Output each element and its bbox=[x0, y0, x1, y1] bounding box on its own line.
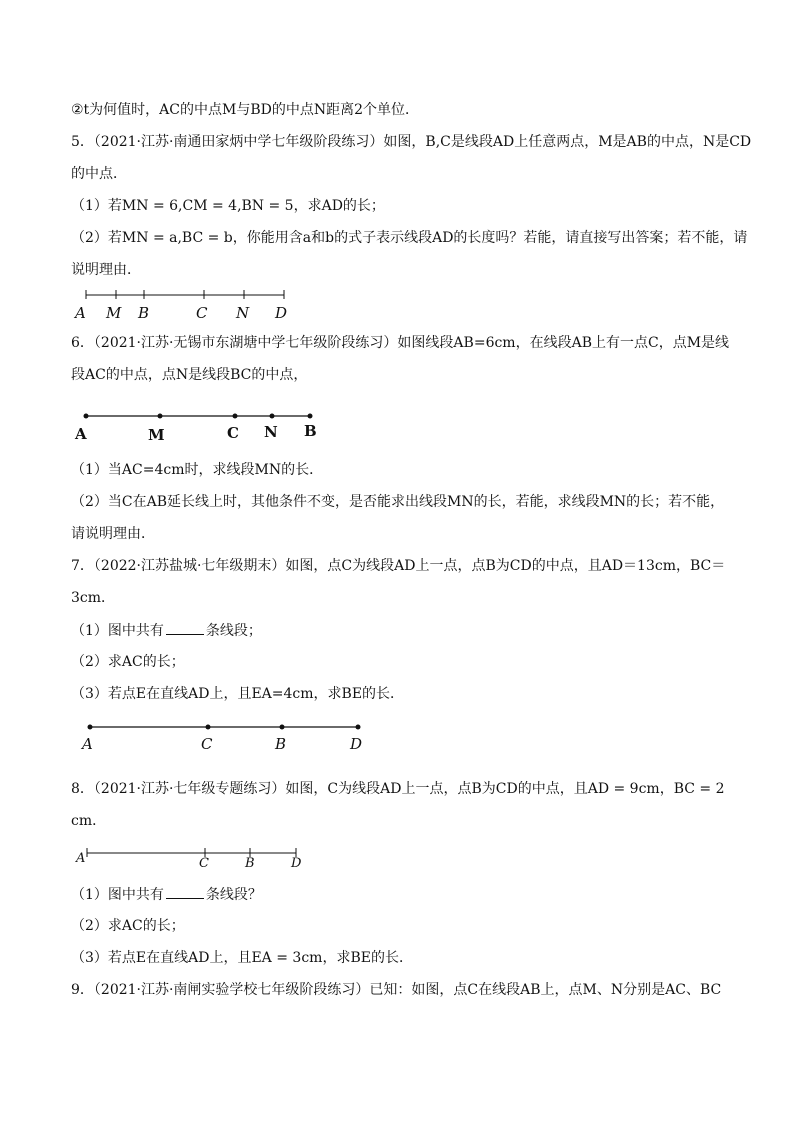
fig7-label-d: D bbox=[350, 735, 363, 753]
problem-9-heading: 9．（2021·江苏·南闸实验学校七年级阶段练习）已知：如图，点C在线段AB上，点M、N分别是AC、BC bbox=[71, 982, 722, 998]
fig7-label-a: A bbox=[82, 735, 93, 753]
p8-q1-suffix: 条线段？ bbox=[205, 887, 262, 903]
fig8-label-b: B bbox=[245, 856, 255, 871]
fig8-label-a: A bbox=[76, 851, 86, 866]
fig7-label-b: B bbox=[275, 735, 287, 753]
problem-8-heading-cont: cm． bbox=[71, 813, 107, 829]
fig5-label-b: B bbox=[138, 304, 150, 322]
fig6-label-a: A bbox=[75, 425, 87, 443]
p8-q1-prefix: （1）图中共有 bbox=[71, 887, 164, 903]
fig5-label-a: A bbox=[75, 304, 86, 322]
fig6-label-m: M bbox=[148, 426, 165, 444]
fig5-label-c: C bbox=[196, 304, 208, 322]
problem-7-question-1 bbox=[71, 620, 262, 641]
problem-8-question-1 bbox=[71, 884, 262, 905]
problem-6-heading: 6．（2021·江苏·无锡市东湖塘中学七年级阶段练习）如图线段AB=6cm，在线段AB上有一点C，点M是线 bbox=[71, 335, 730, 351]
answer-blank bbox=[166, 884, 204, 899]
fig5-label-d: D bbox=[275, 304, 288, 322]
problem-7-heading: 7．（2022·江苏盐城·七年级期末）如图，点C为线段AD上一点，点B为CD的中点，且AD＝13cm，BC＝ bbox=[71, 558, 726, 574]
problem-6-question-1: （1）当AC=4cm时，求线段MN的长． bbox=[71, 462, 324, 478]
problem-7-question-3: （3）若点E在直线AD上，且EA=4cm，求BE的长． bbox=[71, 686, 405, 702]
problem-5-heading-cont: 的中点． bbox=[71, 166, 127, 182]
problem-8-question-2: （2）求AC的长； bbox=[71, 918, 185, 934]
fig5-label-n: N bbox=[236, 304, 250, 322]
p7-q1-suffix: 条线段； bbox=[205, 623, 262, 639]
fig6-label-b: B bbox=[304, 422, 317, 440]
problem-7-heading-cont: 3cm． bbox=[71, 590, 116, 606]
problem-8-heading: 8．（2021·江苏·七年级专题练习）如图，C为线段AD上一点，点B为CD的中点，且AD = 9cm，BC = 2 bbox=[71, 781, 725, 797]
fig6-label-c: C bbox=[227, 424, 239, 442]
problem-7-question-2: （2）求AC的长； bbox=[71, 654, 185, 670]
fig5-label-m: M bbox=[106, 304, 122, 322]
problem-6-heading-cont: 段AC的中点，点N是线段BC的中点， bbox=[71, 367, 308, 383]
p7-q1-prefix: （1）图中共有 bbox=[71, 623, 164, 639]
line-t-distance: ②t为何值时，AC的中点M与BD的中点N距离2个单位． bbox=[71, 102, 420, 118]
fig8-label-c: C bbox=[199, 856, 209, 871]
fig6-label-n: N bbox=[264, 423, 278, 441]
problem-5-question-2: （2）若MN = a,BC = b，你能用含a和b的式子表示线段AD的长度吗？若能，请直接写出答案；若不能，请 bbox=[71, 230, 748, 246]
problem-5-question-2-cont: 说明理由． bbox=[71, 262, 141, 278]
problem-6-question-2: （2）当C在AB延长线上时，其他条件不变，是否能求出线段MN的长，若能，求线段MN的长；若不能， bbox=[71, 494, 725, 510]
fig8-label-d: D bbox=[291, 856, 302, 871]
fig7-label-c: C bbox=[201, 735, 213, 753]
problem-8-question-3: （3）若点E在直线AD上，且EA = 3cm，求BE的长． bbox=[71, 950, 413, 966]
problem-5-heading: 5．（2021·江苏·南通田家炳中学七年级阶段练习）如图，B,C是线段AD上任意两点，M是AB的中点，N是CD bbox=[71, 134, 752, 150]
problem-6-question-2-cont: 请说明理由． bbox=[71, 526, 155, 542]
answer-blank bbox=[166, 620, 204, 635]
problem-5-question-1: （1）若MN = 6,CM = 4,BN = 5，求AD的长； bbox=[71, 198, 385, 214]
